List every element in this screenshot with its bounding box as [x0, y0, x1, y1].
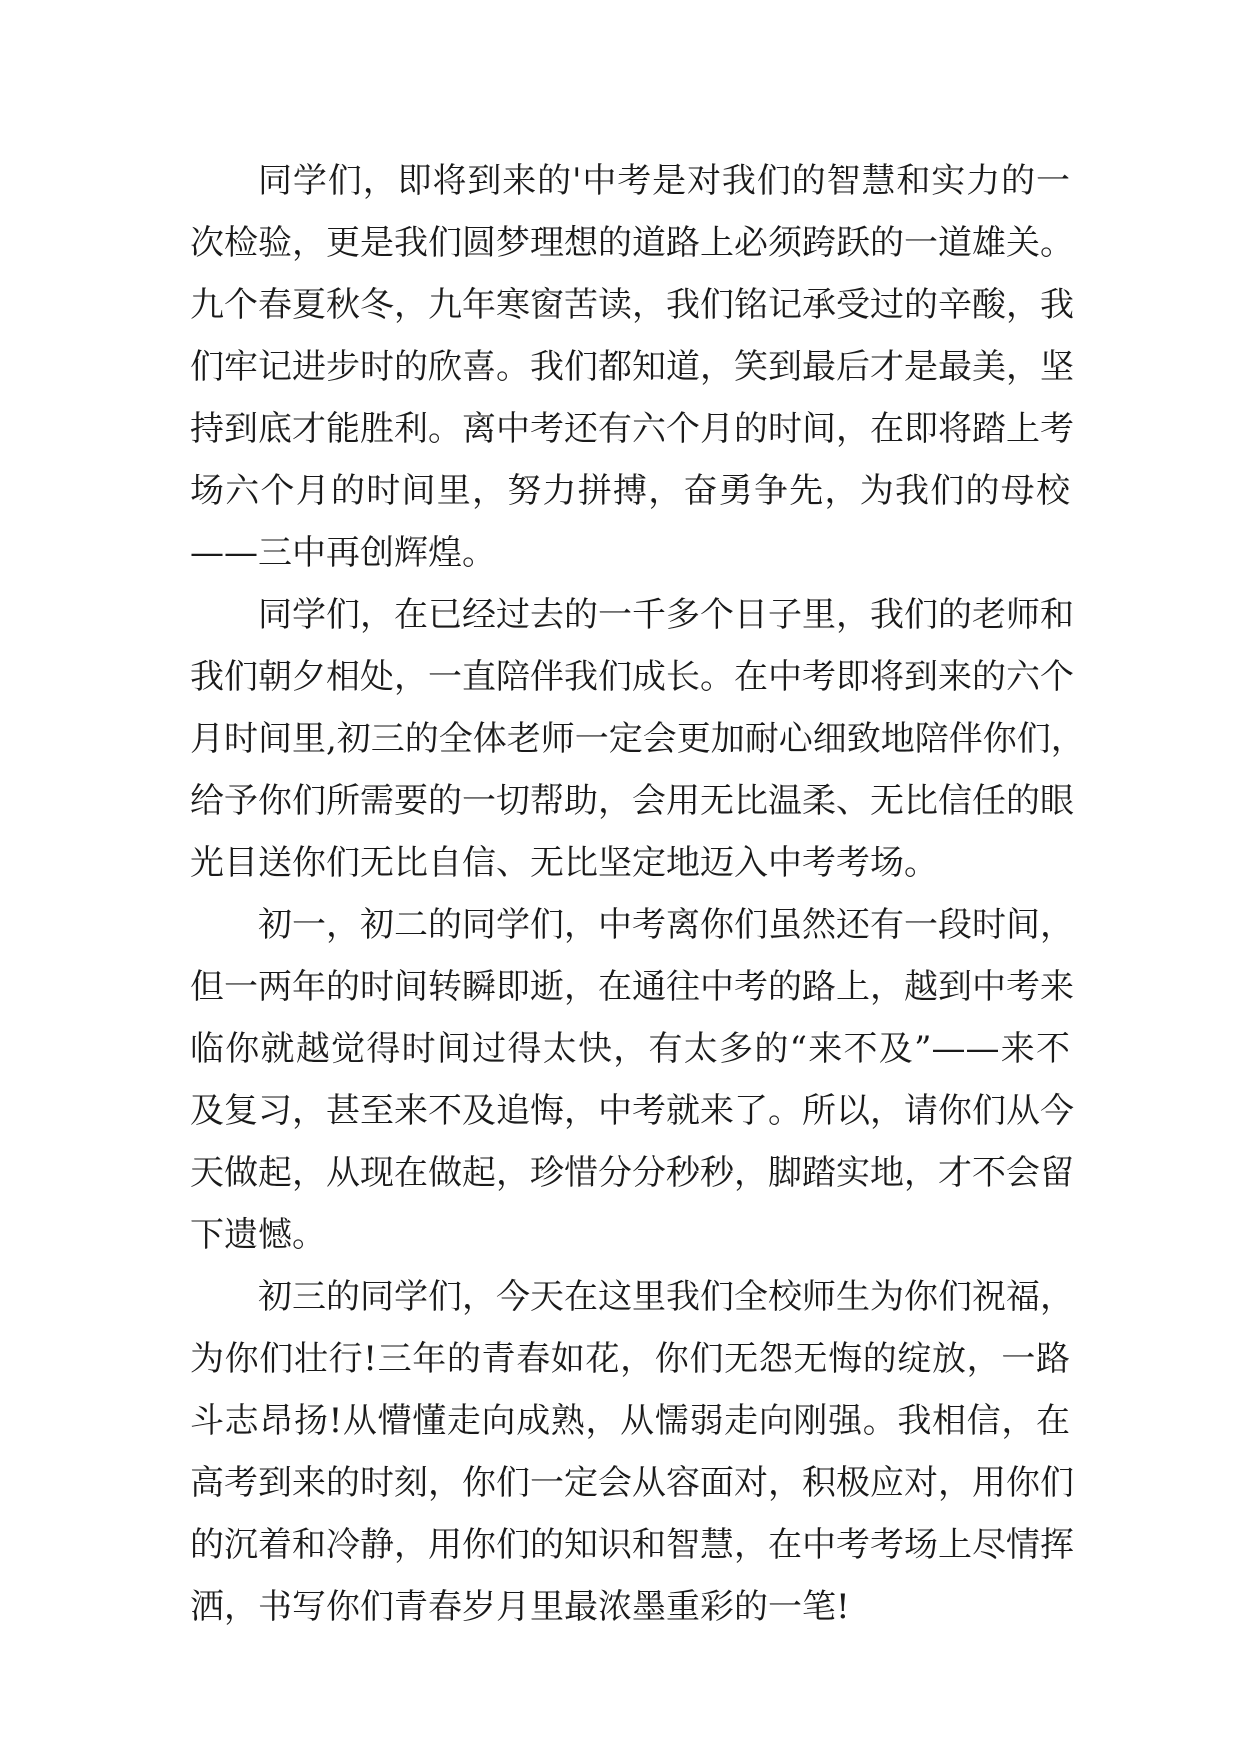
text-line: 初一，初二的同学们，中考离你们虽然还有一段时间， — [258, 905, 1074, 945]
text-line: 下遗憾。 — [190, 1215, 326, 1255]
text-line: 们牢记进步时的欣喜。我们都知道，笑到最后才是最美，坚 — [190, 347, 1074, 387]
paragraph — [190, 584, 1085, 894]
text-line: 持到底才能胜利。离中考还有六个月的时间，在即将踏上考 — [190, 409, 1074, 449]
text-line: 给予你们所需要的一切帮助，会用无比温柔、无比信任的眼 — [190, 781, 1074, 821]
text-line: 同学们，即将到来的'中考是对我们的智慧和实力的一 — [258, 161, 1070, 201]
text-line: 但一两年的时间转瞬即逝，在通往中考的路上，越到中考来 — [190, 967, 1074, 1007]
text-line: 天做起，从现在做起，珍惜分分秒秒，脚踏实地，才不会留 — [190, 1153, 1074, 1193]
text-line: 场六个月的时间里，努力拼搏，奋勇争先，为我们的母校 — [190, 471, 1070, 511]
text-line: 同学们，在已经过去的一千多个日子里，我们的老师和 — [258, 595, 1074, 635]
text-line: 次检验，更是我们圆梦理想的道路上必须跨跃的一道雄关。 — [190, 223, 1074, 263]
text-line: 九个春夏秋冬，九年寒窗苦读，我们铭记承受过的辛酸，我 — [190, 285, 1074, 325]
text-line: 月时间里,初三的全体老师一定会更加耐心细致地陪伴你们， — [190, 719, 1085, 759]
text-line: 临你就越觉得时间过得太快，有太多的“来不及”——来不 — [190, 1029, 1070, 1069]
text-line: 洒，书写你们青春岁月里最浓墨重彩的一笔! — [190, 1587, 850, 1627]
paragraph — [190, 150, 1074, 584]
text-line: 高考到来的时刻，你们一定会从容面对，积极应对，用你们 — [190, 1463, 1074, 1503]
text-line: 为你们壮行!三年的青春如花，你们无怨无悔的绽放，一路 — [190, 1339, 1070, 1379]
text-line: 我们朝夕相处，一直陪伴我们成长。在中考即将到来的六个 — [190, 657, 1074, 697]
paragraph — [190, 894, 1074, 1266]
document-body — [190, 150, 1085, 1638]
text-line: 的沉着和冷静，用你们的知识和智慧，在中考考场上尽情挥 — [190, 1525, 1074, 1565]
text-line: 及复习，甚至来不及追悔，中考就来了。所以，请你们从今 — [190, 1091, 1074, 1131]
text-line: 初三的同学们，今天在这里我们全校师生为你们祝福， — [258, 1277, 1074, 1317]
paragraph — [190, 1266, 1074, 1638]
text-line: 光目送你们无比自信、无比坚定地迈入中考考场。 — [190, 843, 938, 883]
text-line: ——三中再创辉煌。 — [190, 533, 496, 573]
text-line: 斗志昂扬!从懵懂走向成熟，从懦弱走向刚强。我相信，在 — [190, 1401, 1070, 1441]
